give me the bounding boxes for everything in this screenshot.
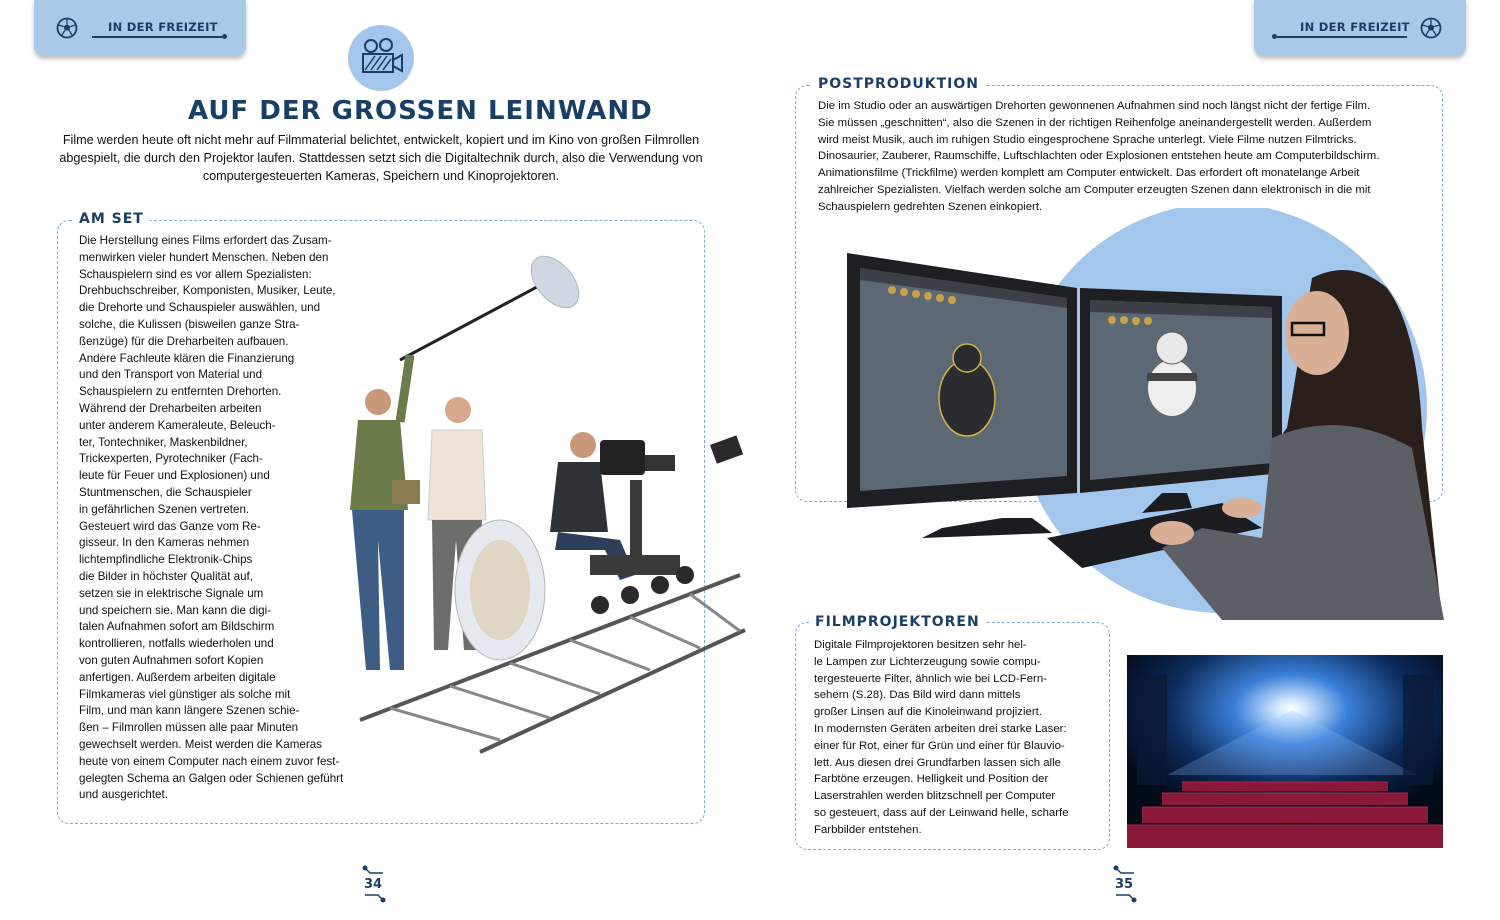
filmprojektoren-title: FILMPROJEKTOREN (809, 614, 986, 630)
text-line: Andere Fachleute klären die Finanzierung (79, 351, 295, 365)
text-line: die Drehorte und Schauspieler auswählen, und (79, 301, 321, 315)
text-line: von guten Aufnahmen sofort Kopien (79, 653, 264, 667)
text-line: Schauspielern gedrehten Szenen einkopiert. (818, 200, 1043, 213)
text-line: Die Herstellung eines Films erfordert das Zusam- (79, 234, 332, 247)
tab-line-dot (222, 34, 227, 39)
text-line: tergesteuerte Filter, ähnlich wie bei LCD-Fern- (814, 672, 1047, 685)
text-line: und den Transport von Material und (79, 368, 263, 382)
text-line: gewechselt werden. Meist werden die Kameras (79, 737, 322, 751)
text-line: einer für Rot, einer für Grün und einer für Blauvio- (814, 739, 1065, 752)
text-line: lett. Aus diesen drei Grundfarben lassen sich alle (814, 756, 1061, 769)
text-line: Digitale Filmprojektoren besitzen sehr hel- (814, 639, 1027, 651)
text-line: und ausgerichtet. (79, 788, 168, 802)
text-line: Stuntmenschen, die Schauspieler (79, 485, 252, 499)
right-tab-label: IN DER FREIZEIT (1300, 20, 1410, 34)
text-line: Trickexperten, Pyrotechniker (Fach- (79, 452, 263, 466)
text-line: anfertigen. Außerdem arbeiten digitale (79, 670, 276, 684)
text-line: Film, und man kann längere Szenen schie- (79, 704, 300, 718)
page-title: AUF DER GROSSEN LEINWAND (188, 96, 653, 126)
text-line: großer Linsen auf die Kinoleinwand projiziert. (814, 706, 1042, 719)
text-line: Sie müssen „geschnitten“, also die Szenen in der richtigen Reihenfolge aneinandergestellt werden. Außerdem (818, 116, 1372, 129)
text-line: Laserstrahlen werden blitzschnell per Computer (814, 790, 1056, 803)
left-tab-label: IN DER FREIZEIT (108, 20, 218, 34)
text-line: Filmkameras viel günstiger als solche mit (79, 687, 291, 701)
text-line: Dinosaurier, Zauberer, Raumschiffe, Luftschlachten oder Explosionen entstehen heute am Computerbildschirm. (818, 150, 1380, 163)
text-line: leute für Feuer und Explosionen) und (79, 469, 270, 483)
postproduktion-text (818, 98, 1428, 216)
text-line: sehern (S.28). Das Bild wird dann mittels (814, 689, 1021, 702)
text-line: Gesteuert wird das Ganze vom Re- (79, 519, 261, 533)
text-line: solche, die Kulissen (bisweilen ganze Stra- (79, 317, 300, 331)
text-line: ßenzüge) für die Dreharbeiten aufbauen. (79, 334, 289, 348)
text-line: die Bilder in höchster Qualität auf, (79, 569, 254, 583)
intro-paragraph: Filme werden heute oft nicht mehr auf Filmmaterial belichtet, entwickelt, kopiert und im Kino von großen Filmrollen abgespielt, die durch den Projektor laufen. Stattdessen setzt sich die Digitaltechnik durch, also die Verwendung von computergesteuerten Kameras, Speichern und Kinoprojektoren. (59, 133, 703, 183)
left-header-tab (34, 0, 246, 56)
page-number-left: 34 (363, 877, 383, 892)
text-line: Drehbuchschreiber, Komponisten, Musiker, Leute, (79, 284, 336, 298)
text-line: heute von einem Computer nach einem zuvor fest- (79, 754, 340, 768)
movie-camera-icon (347, 24, 415, 92)
tab-underline (1277, 36, 1407, 38)
text-line: kontrollieren, notfalls wiederholen und (79, 637, 274, 651)
animation-workstation-illustration (842, 208, 1444, 620)
cinema-projection-photo (1127, 655, 1443, 848)
text-line: gisseur. In den Kameras nehmen (79, 536, 250, 550)
tab-underline (92, 36, 222, 38)
text-line: wird meist Musik, auch im ruhigen Studio eingesprochene Sprache unterlegt. Viele Filme nutzen Filmtricks. (818, 133, 1357, 146)
soccer-ball-icon (1420, 17, 1442, 39)
film-crew-illustration (300, 250, 750, 760)
text-line: Farbtöne erzeugen. Helligkeit und Position der (814, 773, 1049, 786)
text-line: Während der Dreharbeiten arbeiten (79, 401, 262, 415)
text-line: Schauspielern zu entfernten Drehorten. (79, 385, 282, 399)
text-line: zahlreicher Spezialisten. Vielfach werden solche am Computer erzeugten Szenen dann elektronisch in die mit (818, 183, 1371, 196)
am-set-title: AM SET (73, 211, 150, 227)
text-line: talen Aufnahmen sofort am Bildschirm (79, 620, 275, 634)
page-number-right: 35 (1114, 877, 1134, 892)
text-line: Animationsfilme (Trickfilme) werden komplett am Computer entwickelt. Das erfordert oft monatelange Arbeit (818, 167, 1360, 180)
text-line: ter, Tontechniker, Maskenbildner, (79, 435, 248, 449)
right-header-tab (1254, 0, 1466, 56)
text-line: In modernsten Geräten arbeiten drei starke Laser: (814, 722, 1067, 735)
postproduktion-title: POSTPRODUKTION (812, 76, 985, 92)
text-line: menwirken vieler hundert Menschen. Neben den (79, 250, 329, 264)
text-line: lichtempfindliche Elektronik-Chips (79, 553, 253, 567)
text-line: ßen – Filmrollen müssen alle paar Minuten (79, 721, 299, 735)
text-line: setzen sie in elektrische Signale um (79, 586, 264, 600)
text-line: in gefährlichen Szenen vertreten. (79, 502, 250, 516)
text-line: Die im Studio oder an auswärtigen Drehorten gewonnenen Aufnahmen sind noch längst nicht der fertige Film. (818, 100, 1371, 112)
filmprojektoren-text (814, 637, 1092, 839)
text-line: unter anderem Kameraleute, Beleuch- (79, 418, 276, 432)
text-line: so gesteuert, dass auf der Leinwand helle, scharfe (814, 806, 1069, 819)
text-line: und speichern sie. Man kann die digi- (79, 603, 272, 617)
text-line: le Lampen zur Lichterzeugung sowie compu- (814, 655, 1041, 668)
text-line: Schauspielern sind es vor allem Spezialisten: (79, 267, 312, 281)
text-line: gelegten Schema an Galgen oder Schienen geführt (79, 771, 344, 785)
soccer-ball-icon (56, 17, 78, 39)
text-line: Farbbilder entstehen. (814, 823, 922, 836)
